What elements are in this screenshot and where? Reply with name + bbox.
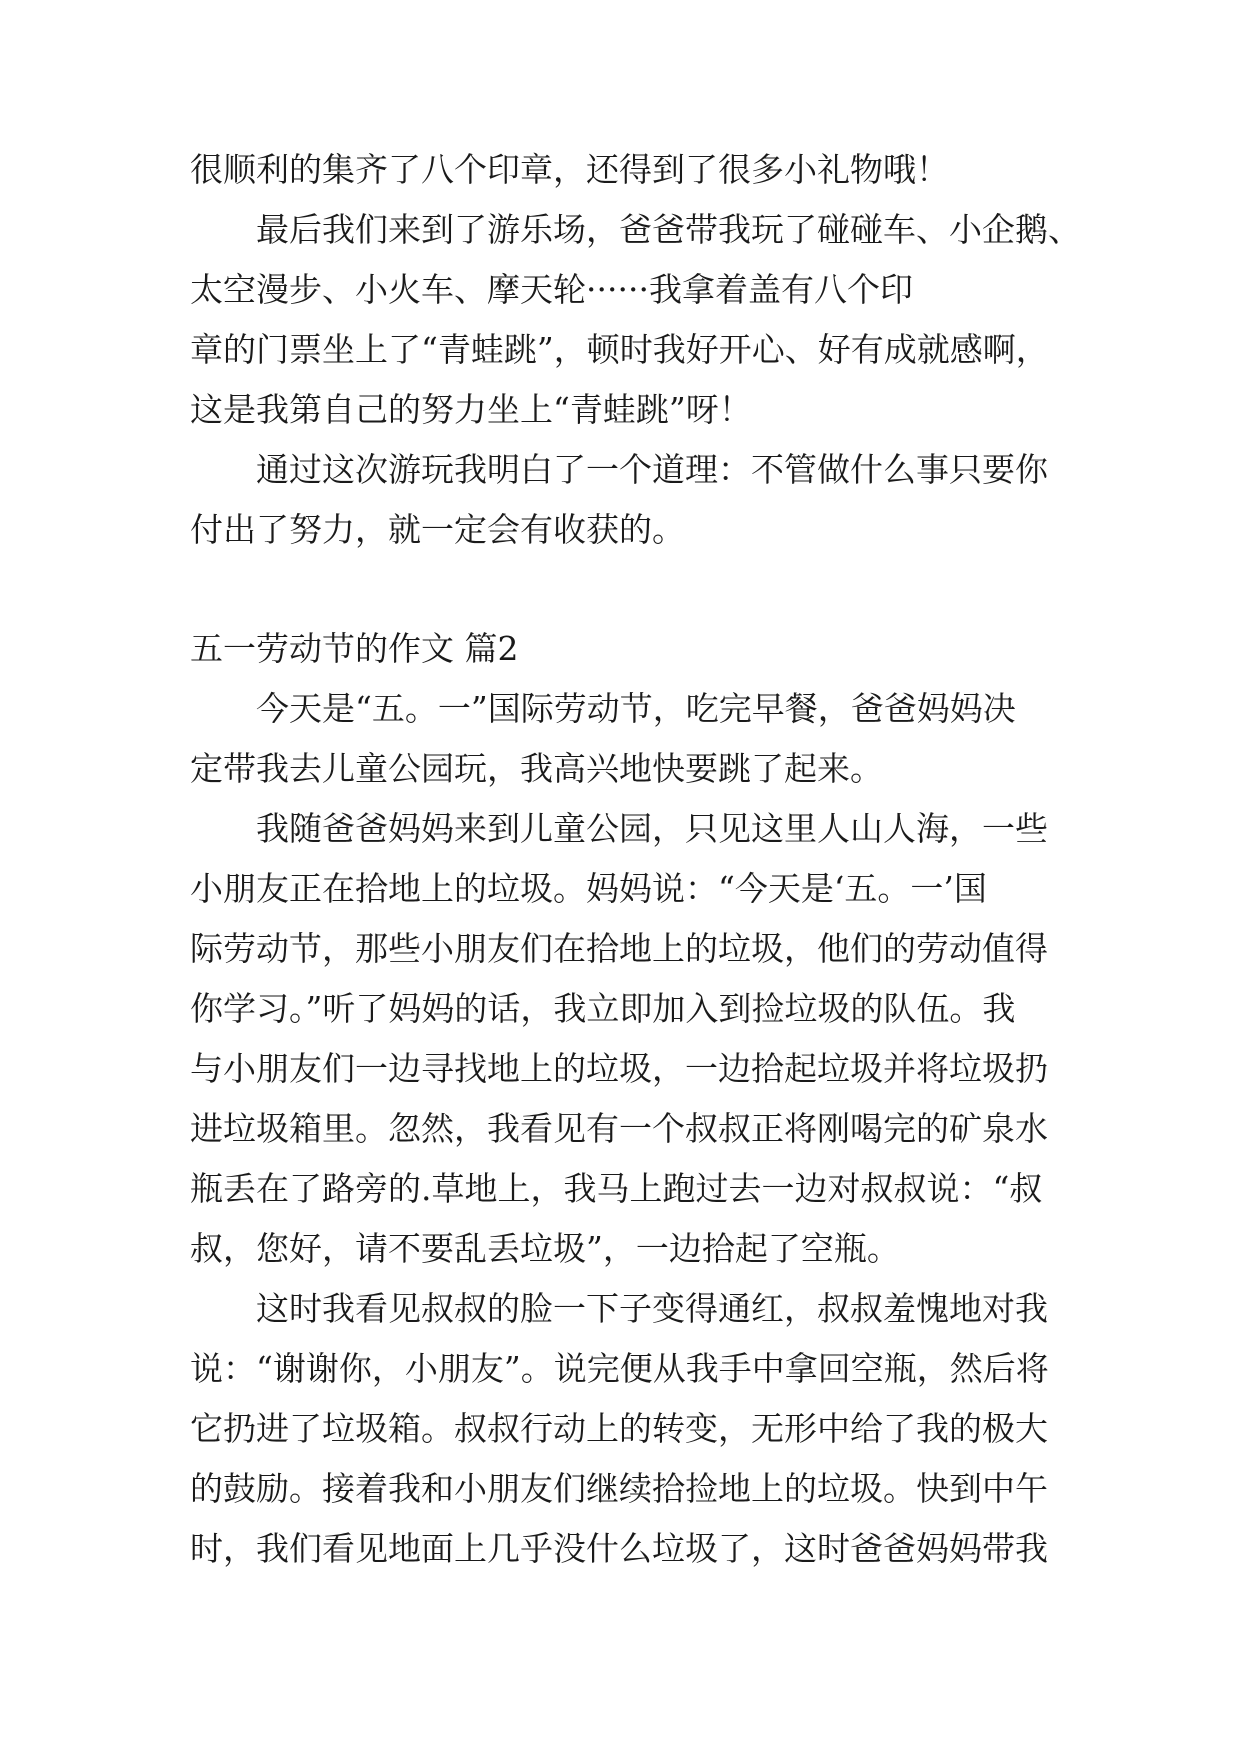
paragraph-first-line: 我随爸爸妈妈来到儿童公园，只见这里人山人海，一些 (256, 809, 1048, 848)
paragraph-first-line: 最后我们来到了游乐场，爸爸带我玩了碰碰车、小企鹅、 (256, 210, 1081, 249)
text-line: 瓶丢在了路旁的.草地上，我马上跑过去一边对叔叔说：“叔 (190, 1169, 1043, 1208)
text-line: 说：“谢谢你，小朋友”。说完便从我手中拿回空瓶，然后将 (190, 1349, 1049, 1388)
text-line: 小朋友正在拾地上的垃圾。妈妈说：“今天是‘五。一’国 (190, 869, 987, 908)
text-line: 的鼓励。接着我和小朋友们继续拾捡地上的垃圾。快到中午 (190, 1469, 1048, 1508)
text-line: 付出了努力，就一定会有收获的。 (190, 510, 685, 549)
section-heading: 五一劳动节的作文 篇2 (190, 629, 519, 668)
paragraph-first-line: 这时我看见叔叔的脸一下子变得通红，叔叔羞愧地对我 (256, 1289, 1048, 1328)
text-line: 它扔进了垃圾箱。叔叔行动上的转变，无形中给了我的极大 (190, 1409, 1048, 1448)
text-line: 时，我们看见地面上几乎没什么垃圾了，这时爸爸妈妈带我 (190, 1529, 1048, 1568)
text-line: 际劳动节，那些小朋友们在拾地上的垃圾，他们的劳动值得 (190, 929, 1048, 968)
text-line: 你学习。”听了妈妈的话，我立即加入到捡垃圾的队伍。我 (190, 989, 1016, 1028)
paragraph-first-line: 通过这次游玩我明白了一个道理：不管做什么事只要你 (256, 450, 1048, 489)
text-line: 与小朋友们一边寻找地上的垃圾，一边拾起垃圾并将垃圾扔 (190, 1049, 1048, 1088)
text-line: 章的门票坐上了“青蛙跳”，顿时我好开心、好有成就感啊， (190, 330, 1049, 369)
text-line: 这是我第自己的努力坐上“青蛙跳”呀！ (190, 390, 752, 429)
text-line: 很顺利的集齐了八个印章，还得到了很多小礼物哦！ (190, 150, 949, 189)
paragraph-first-line: 今天是“五。一”国际劳动节，吃完早餐，爸爸妈妈决 (256, 689, 1016, 728)
text-line: 叔，您好，请不要乱丢垃圾”，一边拾起了空瓶。 (190, 1229, 900, 1268)
text-line: 太空漫步、小火车、摩天轮······我拿着盖有八个印 (190, 270, 913, 309)
text-line: 进垃圾箱里。忽然，我看见有一个叔叔正将刚喝完的矿泉水 (190, 1109, 1048, 1148)
text-line: 定带我去儿童公园玩，我高兴地快要跳了起来。 (190, 749, 883, 788)
